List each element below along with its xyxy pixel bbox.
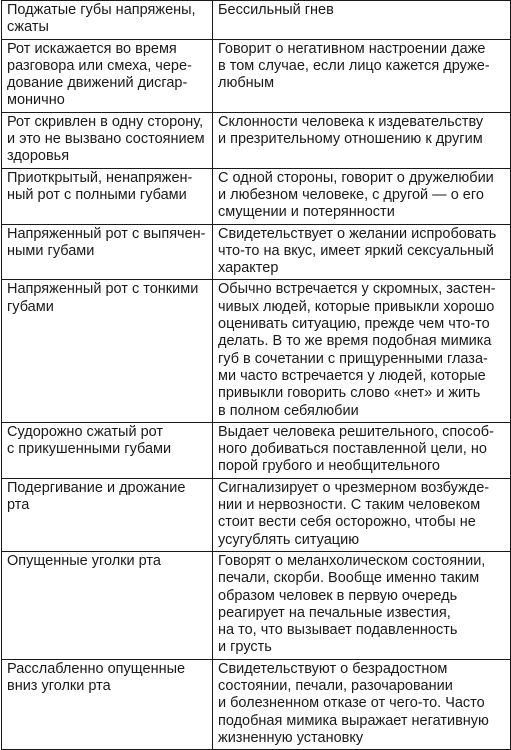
meaning-cell: [213, 1, 511, 40]
expression-cell: [2, 659, 213, 749]
table-row: [2, 168, 511, 224]
table-row: [2, 422, 511, 478]
meaning-text: Склонности человека к издевательству и презрительному отношению к другим: [218, 113, 484, 148]
table-row: [2, 1, 511, 40]
meaning-text: Сигнализирует о чрезмерном возбужде- нии и нервозности. С таким человеком стоит вести себя осторожно, чтобы не усугублять ситуацию: [218, 479, 490, 548]
meaning-text: Говорят о меланхолическом состоянии, печали, скорби. Вообще именно таким образом человек в первую очередь реагирует на печальные известия, на то, что вызывает подавленность и грусть: [218, 552, 486, 656]
expression-text: Напряженный рот с выпячен- ными губами: [7, 225, 206, 259]
meaning-cell: [213, 422, 511, 478]
expression-cell: [2, 280, 213, 422]
expression-cell: [2, 422, 213, 478]
expression-cell: [2, 551, 213, 659]
meaning-cell: [213, 659, 511, 749]
meaning-cell: [213, 39, 511, 112]
expression-text: Расслабленно опущенные вниз уголки рта: [7, 660, 186, 694]
expression-cell: [2, 168, 213, 224]
meaning-text: С одной стороны, говорит о дружелюбии и любезном человеке, с другой — о его смущении и потерянности: [218, 169, 494, 221]
expression-text: Поджатые губы напряжены, сжаты: [7, 2, 196, 36]
table-row: [2, 659, 511, 749]
expression-text: Приоткрытый, ненапряжен- ный рот с полными губами: [7, 169, 193, 203]
meaning-cell: [213, 112, 511, 168]
meaning-cell: [213, 478, 511, 551]
table-row: [2, 551, 511, 659]
table-body: [2, 1, 511, 750]
meaning-text: Выдает человека решительного, способ- ного добиваться поставленной цели, но порой грубого и необщительного: [218, 423, 494, 475]
expression-cell: [2, 224, 213, 280]
expression-text: Подергивание и дрожание рта: [7, 479, 186, 514]
meaning-text: Обычно встречается у скромных, застен- чивых людей, которые привыкли хорошо оценивать ситуацию, прежде чем что-то делать. В то же время подобная мимика губ в сочетании с прищуренными глаза- ми часто встречается у людей, которые привыкли говорить слово «нет» и жить в полном себялюбии: [218, 281, 496, 419]
expression-cell: [2, 39, 213, 112]
expression-cell: [2, 112, 213, 168]
table-row: [2, 280, 511, 422]
table-row: [2, 478, 511, 551]
meaning-text: Говорит о негативном настроении даже в том случае, если лицо кажется друже- любным: [218, 40, 490, 92]
meaning-text: Свидетельствуют о безрадостном состоянии, печали, разочаровании и болезненном отказе от чего-то. Часто подобная мимика выражает негативную жизненную установку: [218, 660, 489, 746]
meaning-cell: [213, 168, 511, 224]
meaning-text: Бессильный гнев: [218, 2, 334, 18]
table-row: [2, 112, 511, 168]
meaning-cell: [213, 551, 511, 659]
mouth-expression-table: [1, 0, 511, 750]
expression-text: Рот искажается во время разговора или смеха, чере- дование движений дисгар- монично: [7, 40, 192, 109]
table-row: [2, 39, 511, 112]
expression-cell: [2, 478, 213, 551]
meaning-cell: [213, 224, 511, 280]
meaning-text: Свидетельствует о желании испробовать что-то на вкус, имеет яркий сексуальный характер: [218, 225, 497, 277]
expression-text: Опущенные уголки рта: [7, 552, 161, 569]
expression-cell: [2, 1, 213, 40]
expression-text: Судорожно сжатый рот с прикушенными губами: [7, 423, 172, 458]
meaning-cell: [213, 280, 511, 422]
table-row: [2, 224, 511, 280]
expression-text: Рот скривлен в одну сторону, и это не вызвано состоянием здоровья: [7, 113, 205, 165]
expression-text: Напряженный рот с тонкими губами: [7, 281, 199, 315]
